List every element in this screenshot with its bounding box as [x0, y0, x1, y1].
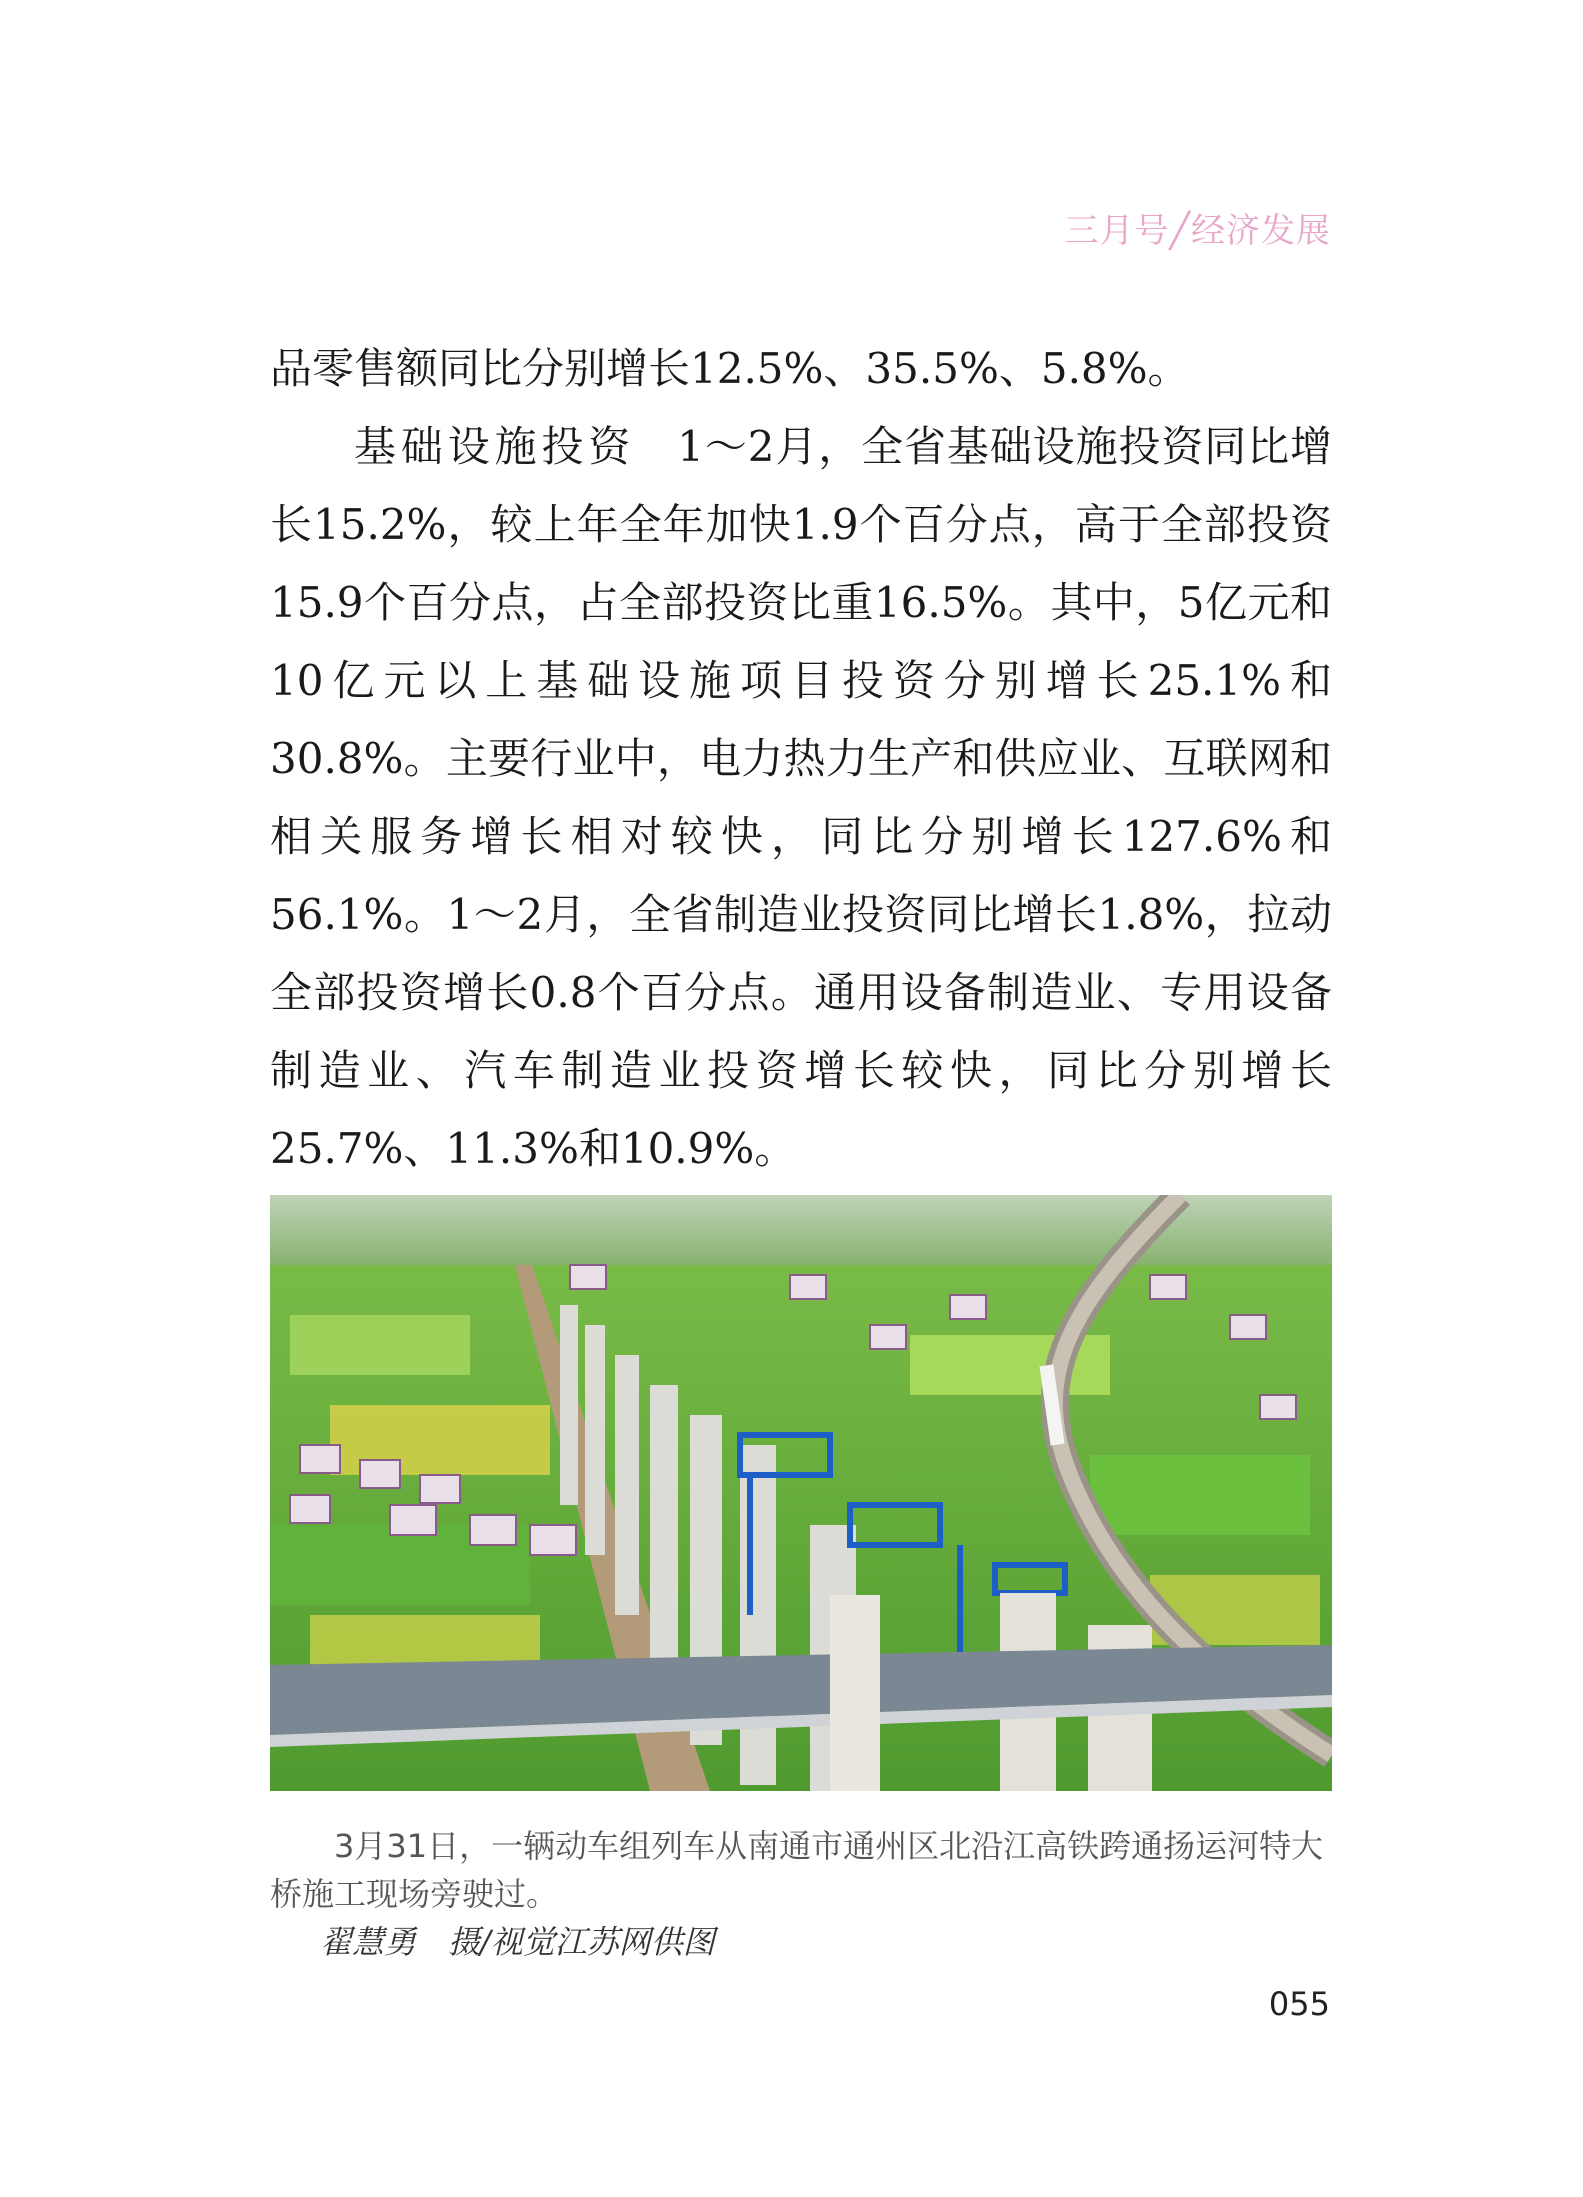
caption-text: 3月31日，一辆动车组列车从南通市通州区北沿江高铁跨通扬运河特大桥施工现场旁驶过。	[270, 1827, 1324, 1913]
paragraph-1: 品零售额同比分别增长12.5%、35.5%、5.8%。	[270, 344, 1190, 393]
photo-caption	[270, 1822, 1332, 1966]
section-header: 三月号╱经济发展	[1064, 211, 1331, 251]
page-number: 055	[1268, 1985, 1330, 2023]
photo-credit: 翟慧勇 摄/视觉江苏网供图	[320, 1923, 715, 1961]
paragraph-lead: 基础设施投资	[354, 422, 636, 471]
paragraph-2-body: 1～2月，全省基础设施投资同比增长15.2%，较上年全年加快1.9个百分点，高于全部投资15.9个百分点，占全部投资比重16.5%。其中，5亿元和10亿元以上基础设施项目投资分别增长25.1%和30.8%。主要行业中，电力热力生产和供应业、互联网和相关服务增长相对较快，同比分别增长127.6%和56.1%。1～2月，全省制造业投资同比增长1.8%，拉动全部投资增长0.8个百分点。通用设备制造业、专用设备制造业、汽车制造业投资增长较快，同比分别增长25.7%、11.3%和10.9%。	[270, 422, 1332, 1173]
article-photo	[270, 1195, 1332, 1791]
paragraph-2	[270, 408, 1332, 1188]
aerial-railway-bridge-photo	[270, 1195, 1332, 1791]
article-body	[270, 330, 1332, 1188]
